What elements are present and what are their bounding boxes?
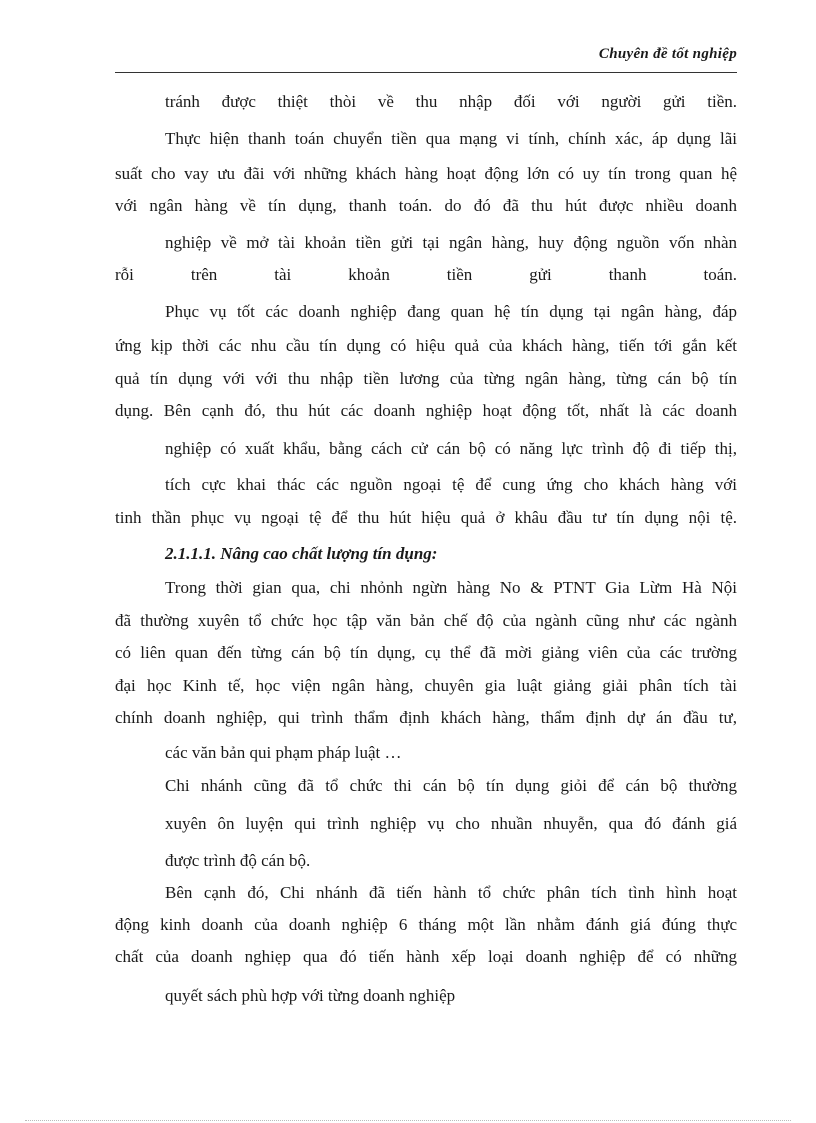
body-line: xuyên ôn luyện qui trình nghiệp vụ cho nhuần nhuyễn, qua đó đánh giá: [165, 814, 737, 833]
body-line: nghiệp về mở tài khoản tiền gửi tại ngân hàng, huy động nguồn vốn nhàn: [165, 233, 737, 252]
body-line: dụng. Bên cạnh đó, thu hút các doanh nghiệp hoạt động tốt, nhất là các doanh: [115, 401, 737, 420]
footer-divider: [25, 1120, 791, 1121]
body-line: động kinh doanh của doanh nghiệp 6 tháng một lần nhằm đánh giá đúng thực: [115, 915, 737, 934]
body-line: suất cho vay ưu đãi với những khách hàng hoạt động lớn có uy tín trong quan hệ: [115, 164, 737, 183]
body-line: Chi nhánh cũng đã tổ chức thi cán bộ tín dụng giỏi để cán bộ thường: [165, 776, 737, 795]
body-line: chất của doanh nghiẹp qua đó tiến hành xếp loại doanh nghiệp để có những: [115, 947, 737, 966]
body-line: Phục vụ tốt các doanh nghiệp đang quan hệ tín dụng tại ngân hàng, đáp: [165, 302, 737, 321]
header-title: Chuyên đề tốt nghiệp: [598, 46, 737, 62]
body-line: quả tín dụng với với thu nhập tiền lương của từng ngân hàng, từng cán bộ tín: [115, 369, 737, 388]
body-line: Thực hiện thanh toán chuyển tiền qua mạng vi tính, chính xác, áp dụng lãi: [165, 129, 737, 148]
body-line: Trong thời gian qua, chi nhỏnh ngừn hàng No & PTNT Gia Lừm Hà Nội: [165, 578, 737, 597]
body-line: tích cực khai thác các nguồn ngoại tệ để cung ứng cho khách hàng với: [165, 475, 737, 494]
body-line: Bên cạnh đó, Chi nhánh đã tiến hành tổ chức phân tích tình hình hoạt: [165, 883, 737, 902]
section-heading: 2.1.1.1. Nâng cao chất lượng tín dụng:: [165, 544, 438, 563]
body-line: có liên quan đến từng cán bộ tín dụng, cụ thể đã mời giảng viên của các trường: [115, 643, 737, 662]
body-line: các văn bản qui phạm pháp luật …: [165, 743, 402, 762]
body-line: tránh được thiệt thòi về thu nhập đối với người gửi tiền.: [165, 92, 737, 111]
page-header: [115, 46, 737, 73]
body-line: nghiệp có xuất khẩu, bằng cách cử cán bộ có năng lực trình độ đi tiếp thị,: [165, 439, 737, 458]
body-line: tinh thần phục vụ ngoại tệ để thu hút hiệu quả ở khâu đầu tư tín dụng nội tệ.: [115, 508, 737, 527]
body-line: chính doanh nghiệp, qui trình thẩm định khách hàng, thẩm định dự án đầu tư,: [115, 708, 737, 727]
body-line: quyết sách phù hợp với từng doanh nghiệp: [165, 986, 456, 1005]
body-line: đại học Kinh tế, học viện ngân hàng, chuyên gia luật giảng giải phân tích tài: [115, 676, 737, 695]
body-line: rỗi trên tài khoản tiền gửi thanh toán.: [115, 265, 737, 284]
body-line: được trình độ cán bộ.: [165, 851, 311, 870]
body-line: với ngân hàng về tín dụng, thanh toán. do đó đã thu hút được nhiều doanh: [115, 196, 737, 215]
body-line: đã thường xuyên tổ chức học tập văn bản chế độ của ngành cũng như các ngành: [115, 611, 737, 630]
body-line: ứng kịp thời các nhu cầu tín dụng có hiệu quả của khách hàng, tiến tới gắn kết: [115, 336, 737, 355]
